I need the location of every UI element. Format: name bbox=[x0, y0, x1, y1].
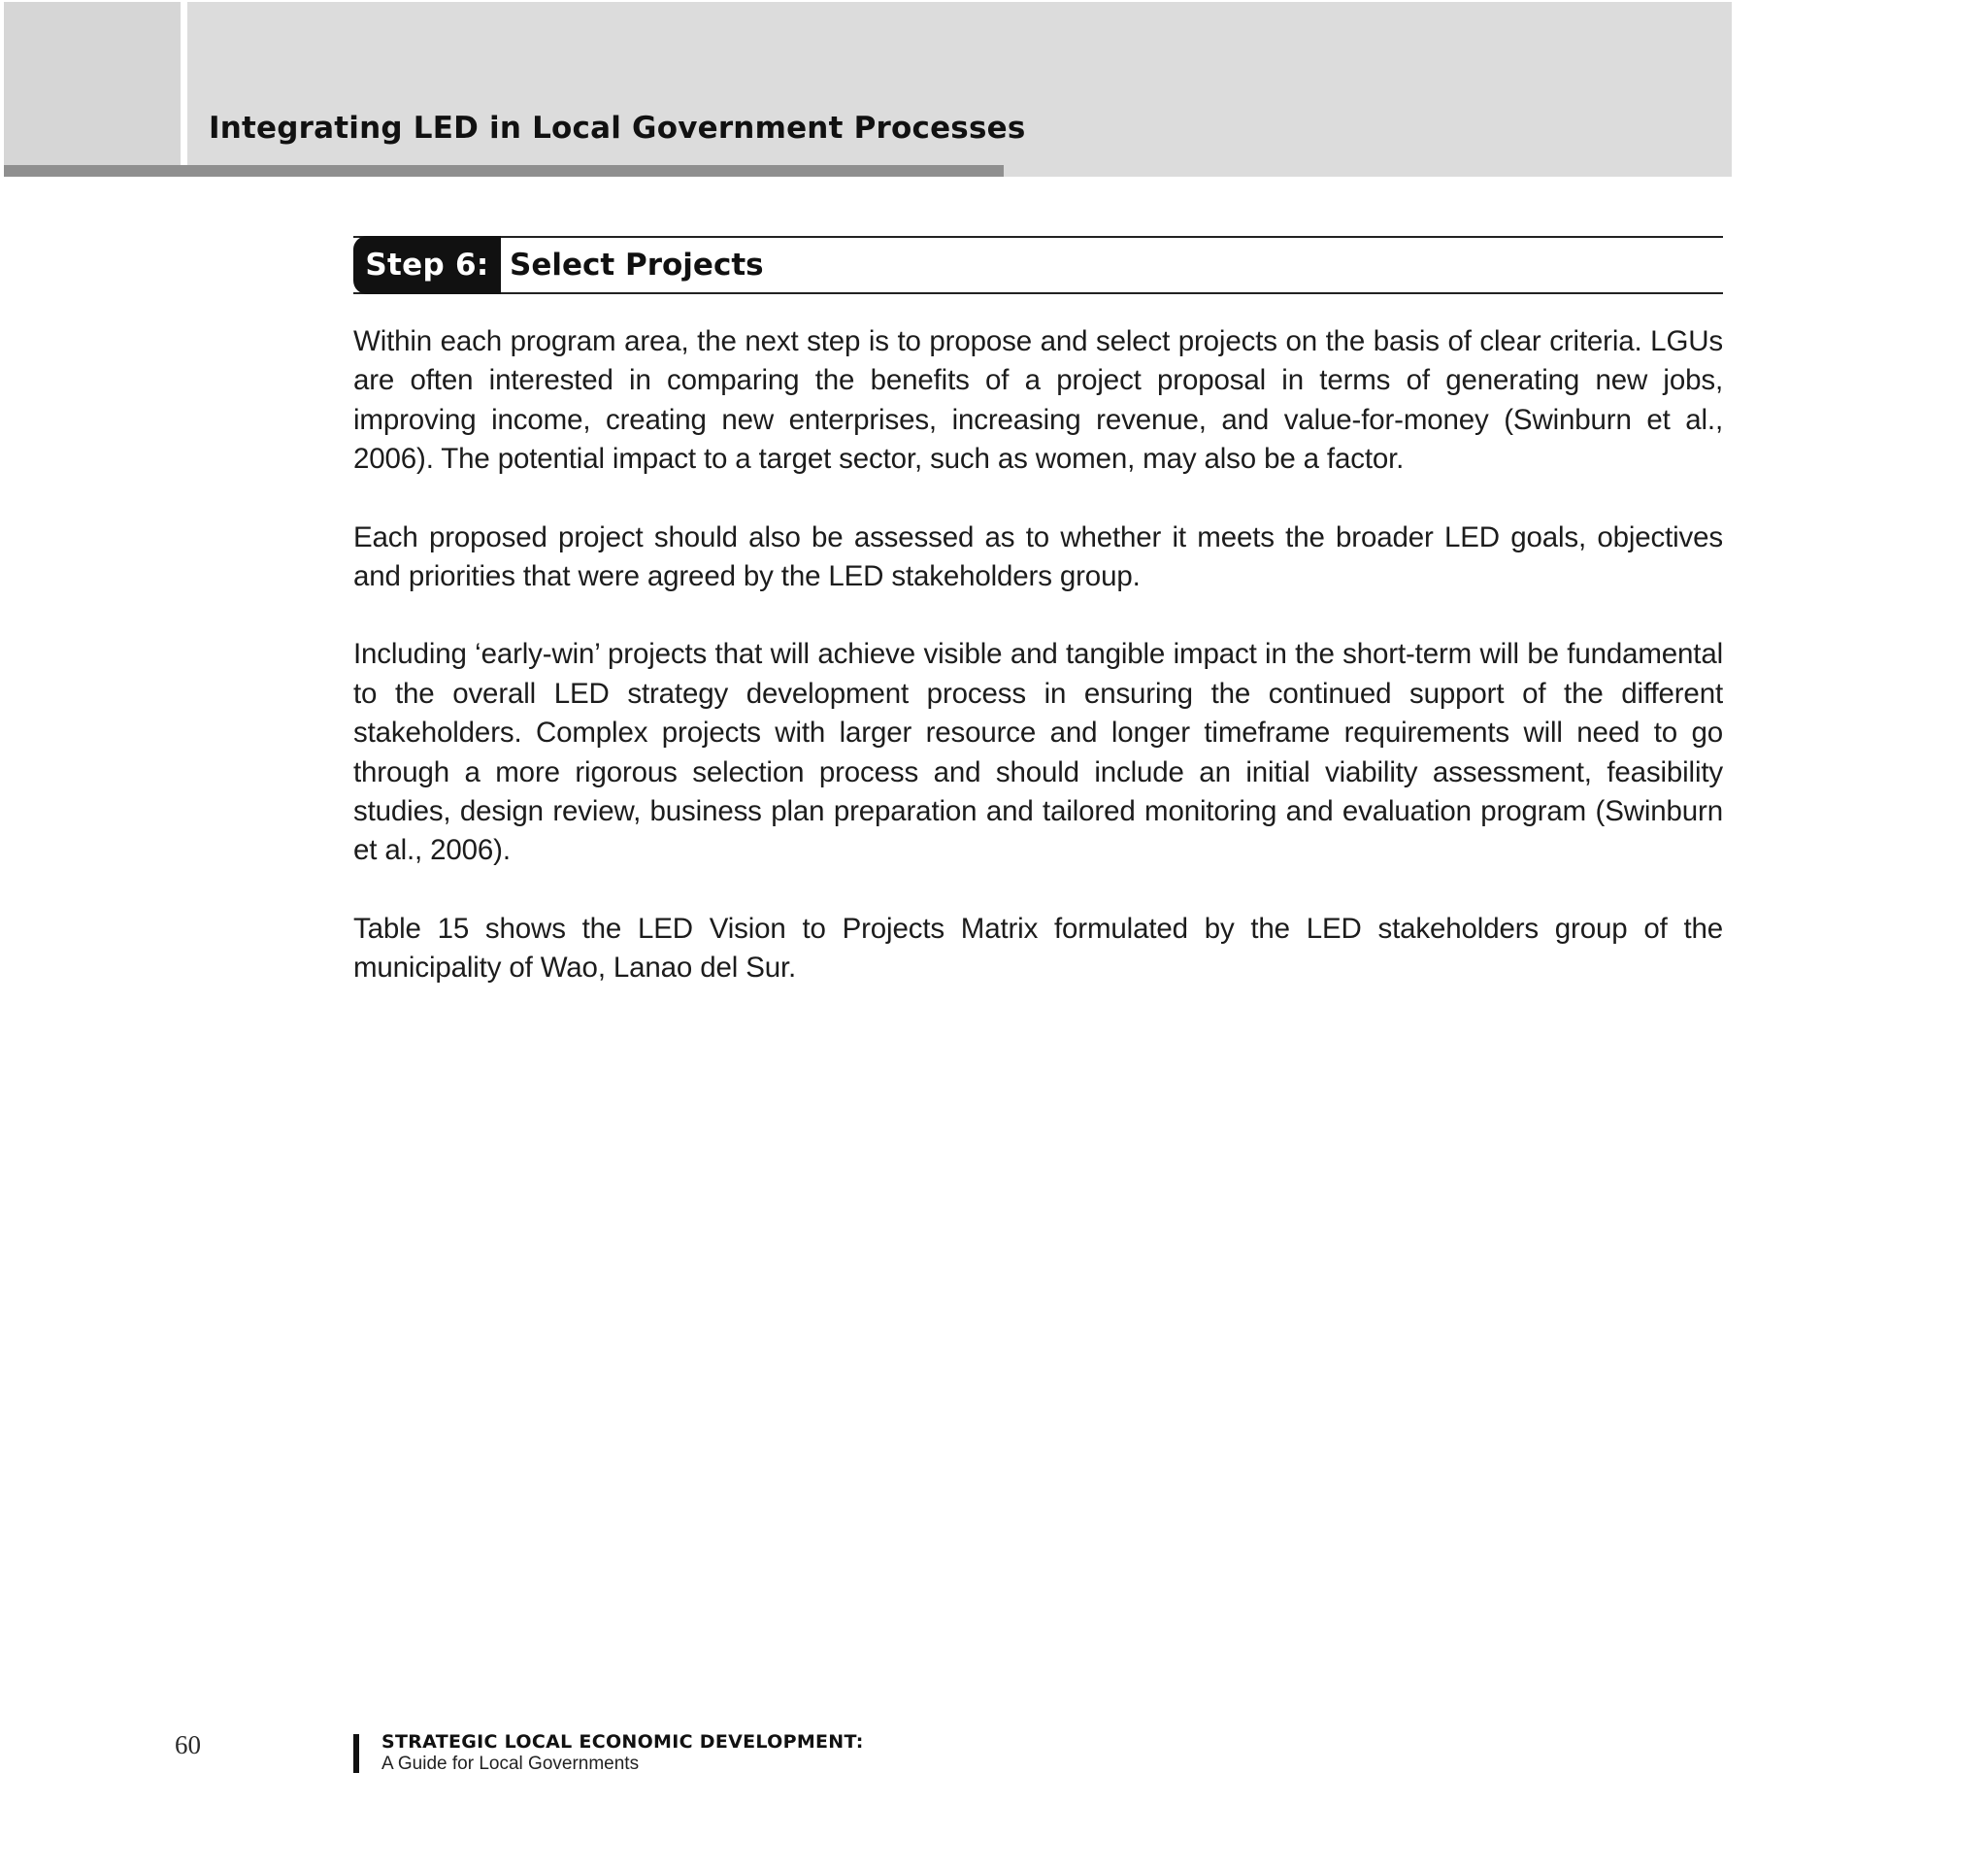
paragraph-assessment: Each proposed project should also be assessed as to whether it meets the broader LED goals, objectives and priorities that were agreed by the LED stakeholders group. bbox=[353, 520, 1723, 593]
footer-bar bbox=[353, 1734, 359, 1773]
running-title: Integrating LED in Local Government Processes bbox=[209, 111, 1026, 146]
body-content bbox=[353, 322, 1723, 1027]
header-left-block bbox=[4, 2, 181, 165]
step-title: Select Projects bbox=[510, 248, 764, 283]
step-heading bbox=[353, 236, 1723, 294]
paragraph-early-win: Including ‘early-win’ projects that will achieve visible and tangible impact in the short-term will be fundamental to the overall LED strategy development process in ensuring the continued support of the different stakeholders. Complex projects with larger resource and longer timeframe requirements will need to go through a more rigorous selection process and should include an initial viability assessment, feasibility studies, design review, business plan preparation and tailored monitoring and evaluation program (Swinburn et al., 2006). bbox=[353, 638, 1723, 867]
footer-book-subtitle: A Guide for Local Governments bbox=[381, 1754, 640, 1774]
step-badge: Step 6: bbox=[353, 236, 501, 294]
header-underline bbox=[4, 165, 1004, 177]
page-number: 60 bbox=[175, 1730, 201, 1759]
header-divider bbox=[181, 2, 187, 165]
paragraph-table-reference: Table 15 shows the LED Vision to Projects Matrix formulated by the LED stakeholders group of the municipality of Wao, Lanao del Sur. bbox=[353, 912, 1723, 985]
footer-book-title: STRATEGIC LOCAL ECONOMIC DEVELOPMENT: bbox=[381, 1731, 864, 1753]
header-band bbox=[4, 2, 1732, 177]
paragraph-criteria: Within each program area, the next step is to propose and select projects on the basis of clear criteria. LGUs are often interested in comparing the benefits of a project proposal in terms of generating new jobs, improving income, creating new enterprises, increasing revenue, and value-for-money (Swinburn et al., 2006). The potential impact to a target sector, such as women, may also be a factor. bbox=[353, 325, 1723, 476]
